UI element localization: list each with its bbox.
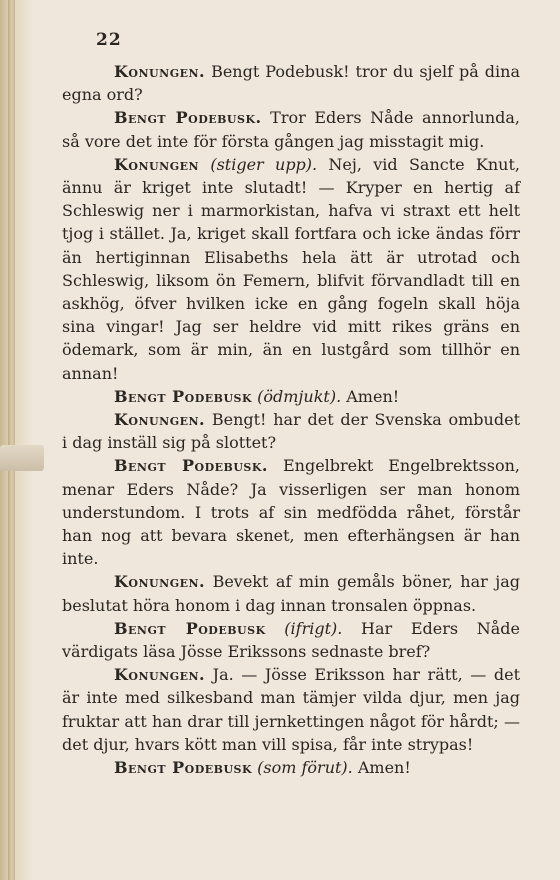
speaker-name: Konungen. [114,572,206,592]
dialogue-text: Bengt Podebusk! tror du sjelf på dina egna ord? [62,62,520,105]
stage-direction: (som förut). [257,758,353,778]
speaker-name: Konungen. [114,665,206,685]
speaker-name: Bengt Podebusk. [114,456,268,476]
dialogue-text: Nej, vid Sancte Knut, ännu är kriget inte slutadt! — Kryper en hertig af Schleswig ner i marmorkistan, hafva vi straxt ett helt tjog i stället. Ja, kriget skall fortfara och icke ändas förr än hertiginnan Elisabeths hela ätt är utrotad och Schleswig, liksom ön Femern, blifvit förvandladt till en askhög, öfver hvilken icke en gång fogeln skall höja sina vingar! Jag ser heldre vid mitt rikes gräns en ödemark, som är min, än en lustgård som tillhör en annan! [62,154,520,383]
dialogue-paragraph [62,454,520,570]
dialogue-text: Bevekt af min gemåls böner, har jag beslutat höra honom i dag innan tronsalen öppnas. [62,572,520,615]
bookmark-ribbon [0,445,44,471]
stage-direction: (stiger upp). [210,154,318,174]
stage-direction: (ifrigt). [284,618,343,638]
dialogue-paragraph [62,60,520,106]
speaker-name: Bengt Podebusk [114,618,266,638]
speaker-name: Bengt Podebusk [114,386,253,406]
dialogue-text: Ja. — Jösse Eriksson har rätt, — det är inte med silkesband man tämjer vilda djur, men jag fruktar att han drar till jernkettingen något för hårdt; — det djur, hvars kött man vill spisa, får inte strypas! [62,665,520,754]
dialogue-paragraph [62,385,520,408]
dialogue-text: Amen! [341,386,400,406]
dialogue-paragraph [62,106,520,152]
dialogue-paragraph [62,617,520,663]
speaker-name: Konungen. [114,62,206,81]
dialogue-text: Har Eders Nåde värdigats läsa Jösse Erikssons sednaste bref? [62,618,520,662]
page-number: 22 [96,30,122,50]
binding-edge [8,0,15,880]
dialogue-text: Amen! [352,758,411,778]
speaker-name: Bengt Podebusk. [114,108,262,128]
dialogue-paragraph [62,663,520,756]
dialogue-paragraph [62,153,520,385]
book-page [62,30,520,779]
dialogue-paragraph [62,570,520,616]
dialogue-text: Tror Eders Nåde annorlunda, så vore det inte för första gången jag misstagit mig. [62,108,521,151]
dialogue-text: Bengt! har det der Svenska ombudet i dag inställ sig på slottet? [62,410,520,453]
book-spine-shadow [0,0,34,880]
speaker-name: Konungen. [114,410,206,430]
page-text [62,60,520,779]
dialogue-text: Engelbrekt Engelbrektsson, menar Eders Nåde? Ja visserligen ser man honom understundom. I trots af sin medfödda råhet, förstår han nog att bevara skenet, men efterhängsen är han inte. [62,456,520,569]
speaker-name: Bengt Podebusk [114,758,253,778]
dialogue-paragraph [62,756,520,779]
stage-direction: (ödmjukt). [257,386,342,406]
dialogue-paragraph [62,408,520,454]
speaker-name: Konungen [114,154,200,174]
